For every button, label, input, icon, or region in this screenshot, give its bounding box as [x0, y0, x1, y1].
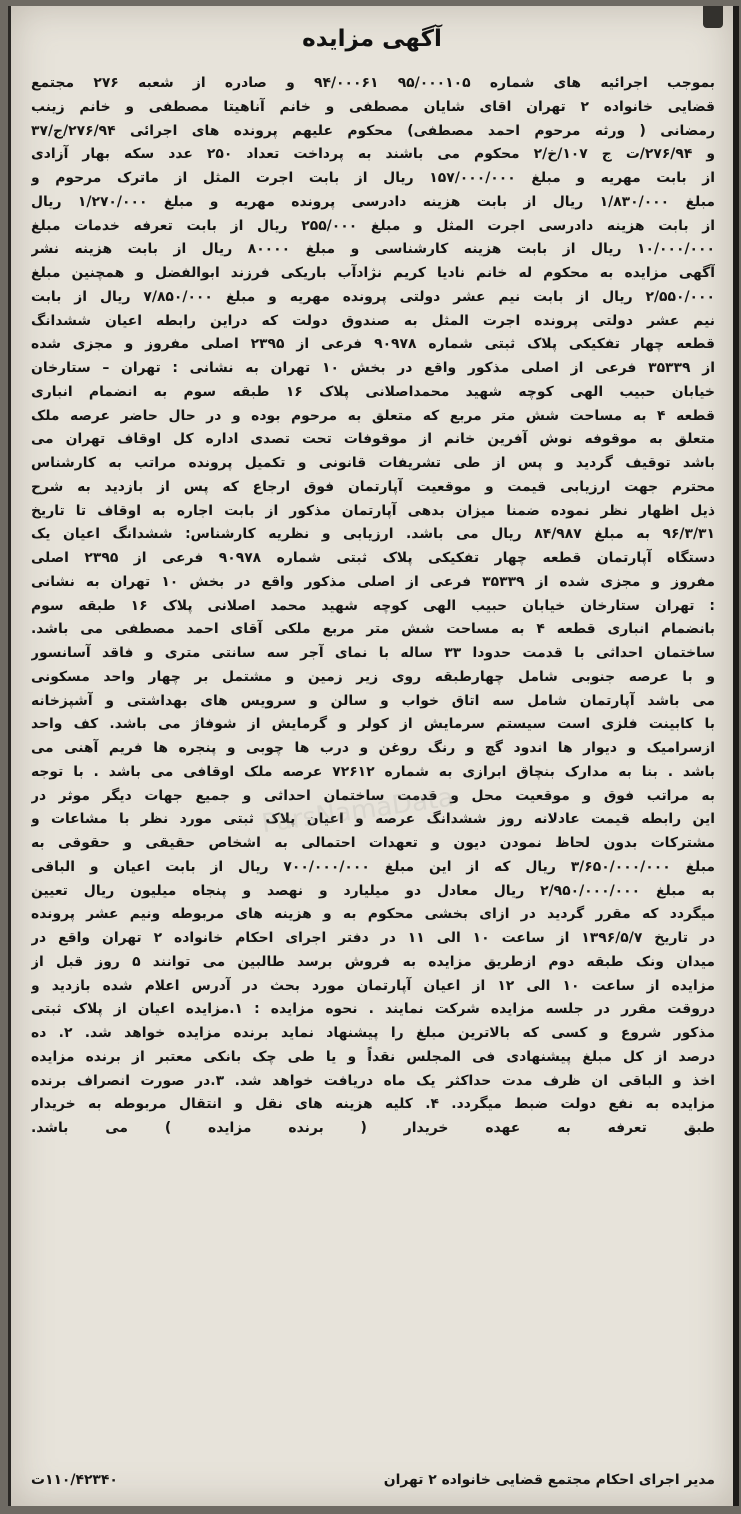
notice-line: از بابت هزینه دادرسی اجرت المثل و مبلغ ۲۵۵/۰۰۰ ریال از بابت تعرفه خدمات مبلغ: [31, 217, 715, 234]
notice-line: اخذ و الباقی ان ظرف مدت حداکثر یک ماه دریافت خواهد شد. ۳.در صورت انصراف برنده: [31, 1072, 715, 1089]
clip-marker: [703, 6, 723, 28]
notice-line: باشد توقیف گردید و پس از طی تشریفات قانونی و تکمیل پرونده مراتب به کارشناس: [31, 455, 715, 471]
notice-line: به مبلغ ۲/۹۵۰/۰۰۰/۰۰۰ ریال معادل دو میلیارد و نهصد و پنجاه میلیون ریال تعیین: [31, 882, 715, 899]
notice-line: مبلغ ۳/۶۵۰/۰۰۰/۰۰۰ ریال که از این مبلغ ۷۰۰/۰۰۰/۰۰۰ ریال از بابت اعیان و الباقی: [31, 858, 715, 875]
notice-line: درصد از کل مبلغ پیشنهادی فی المجلس نقداً و یا طی چک بانکی معتبر از برنده مزایده: [31, 1048, 715, 1065]
notice-line: قطعه ۴ به مساحت شش متر مربع که متعلق به مرحوم بوده و در حال حاضر عرصه ملک: [31, 407, 715, 424]
notice-line: قضایی خانواده ۲ تهران اقای شایان مصطفی و خانم آناهیتا مصطفی و خانم زینب: [31, 98, 715, 115]
notice-footer: [31, 1472, 715, 1488]
notice-line: مفروز و مجزی شده از ۳۵۳۳۹ فرعی از اصلی مذکور واقع در بخش ۱۰ تهران به نشانی: [31, 573, 715, 590]
notice-line: از ۳۵۳۳۹ فرعی از اصلی مذکور واقع در بخش ۱۰ تهران به نشانی : تهران – ستارخان: [31, 360, 715, 376]
notice-line: ساختمان احداثی با قدمت حدودا ۳۳ ساله با نمای آجر سه سانتی متری و فاقد آسانسور: [31, 645, 715, 661]
notice-line: نیم عشر دولتی پرونده اجرت المثل به صندوق دولت که دراین رابطه اعیان ششدانگ: [31, 312, 715, 329]
notice-line: میگردد که مقرر گردید در ازای بخشی محکوم به و هزینه های مربوطه ونیم عشر پرونده: [31, 906, 715, 923]
notice-line: مشترکات بدون لحاظ نمودن دیون و تعهدات احتمالی به اشخاص حقیقی و حقوقی به: [31, 835, 715, 851]
notice-line: ازسرامیک و دیوار ها اندود گچ و رنگ روغن و درب ها چوبی و پنجره ها فریم آهنی می: [31, 740, 715, 756]
notice-line: متعلق به موقوفه نوش آفرین خانم از موقوفات تحت تصدی اداره کل اوقاف تهران می: [31, 431, 715, 448]
notice-line: از بابت مهریه و مبلغ ۱۵۷/۰۰۰/۰۰۰ ریال از بابت اجرت المثل از ماترک مرحوم و: [31, 170, 715, 186]
notice-line: ۱۰/۰۰۰/۰۰۰ ریال از بابت هزینه کارشناسی و مبلغ ۸۰۰۰۰ ریال از بابت هزینه نشر: [31, 241, 715, 258]
notice-body: [31, 72, 715, 1141]
notice-line: : تهران ستارخان خیابان حبیب الهی کوچه شهید محمد اصلانی پلاک ۱۶ طبقه سوم: [31, 597, 715, 614]
watermark: ParsNamaData: [259, 782, 456, 840]
notice-line: بموجب اجرائیه های شماره ۹۵/۰۰۰۱۰۵ ۹۴/۰۰۰۶۱ و صادره از شعبه ۲۷۶ مجتمع: [31, 75, 715, 91]
notice-line: در تاریخ ۱۳۹۶/۵/۷ از ساعت ۱۰ الی ۱۱ در دفتر اجرای احکام خانواده ۲ تهران واقع در: [31, 930, 715, 946]
notice-line: مزایده به نفع دولت ضبط میگردد. ۴. کلیه هزینه های نقل و انتقال مربوطه به خریدار: [31, 1096, 715, 1113]
notice-line: و با عرصه جنوبی شامل چهارطبقه روی زیر زمین و مشتمل بر چهار واحد مسکونی: [31, 668, 715, 685]
notice-line: به مراتب فوق و موقعیت محل و قدمت ساختمان احداثی و جمیع جهات دیگر موثر در: [31, 787, 715, 804]
notice-line: مذکور شروع و کسی که بالاترین مبلغ را پیشنهاد نماید برنده مزایده خواهد شد. ۲. ده: [31, 1025, 715, 1041]
notice-line: خیابان حبیب الهی کوچه شهید محمداصلانی پلاک ۱۶ طبقه سوم به انضمام انباری: [31, 383, 715, 400]
notice-line: دستگاه آپارتمان قطعه چهار تفکیکی پلاک ثبتی شماره ۹۰۹۷۸ فرعی از ۲۳۹۵ اصلی: [31, 550, 715, 566]
notice-line: ذیل اظهار نظر نموده ضمنا میزان بدهی آپارتمان مذکور از بابت اجاره به اوقاف تا تاریخ: [31, 502, 715, 519]
notice-line: ۲/۵۵۰/۰۰۰ ریال از بابت نیم عشر دولتی پرونده مهریه و مبلغ ۷/۸۵۰/۰۰۰ ریال از بابت: [31, 288, 715, 305]
notice-line: رمضانی ( ورثه مرحوم احمد مصطفی) محکوم علیهم پرونده های اجرائی ۲۷۶/۹۴/ج/۳۷: [31, 122, 715, 139]
notice-line: بانضمام انباری قطعه ۴ به مساحت شش متر مربع ملکی آقای احمد مصطفی می باشد.: [31, 621, 715, 638]
notice-line: می باشد آپارتمان شامل سه اتاق خواب و سالن و سرویس های بهداشتی و آشپزخانه: [31, 692, 715, 709]
signature: مدیر اجرای احکام مجتمع قضایی خانواده ۲ تهران: [383, 1472, 715, 1488]
notice-line: این رابطه قیمت عادلانه روز ششدانگ عرصه و اعیان پلاک ثبتی مورد نظر با مشاعات و: [31, 811, 715, 828]
reference-number: ۱۱۰/۴۲۳۴۰ت: [31, 1472, 118, 1488]
notice-title: آگهی مزایده: [302, 26, 442, 52]
notice-line: ۹۶/۳/۳۱ به مبلغ ۸۴/۹۸۷ ریال می باشد. ارزیابی و نظریه کارشناس: ششدانگ اعیان یک: [31, 526, 715, 543]
notice-line: آگهی مزایده به محکوم له خانم نادیا کریم نژادآب باریکی فرزند ابوالفضل و همچنین مبلغ: [31, 265, 715, 281]
notice-line: باشد . بنا به مدارک بنچاق ابرازی به شماره ۷۲۶۱۲ عرصه ملک اوقافی می باشد . با توجه: [31, 763, 715, 780]
newspaper-clipping: [8, 6, 739, 1506]
notice-line: مبلغ ۱/۸۳۰/۰۰۰ ریال از بابت هزینه دادرسی پرونده مهریه و مبلغ ۱/۲۷۰/۰۰۰ ریال: [31, 193, 715, 210]
notice-line: میدان ونک طبقه دوم ازطریق مزایده به فروش برسد طالبین می توانند ۵ روز قبل از: [31, 953, 715, 970]
notice-line: طبق تعرفه به عهده خریدار ( برنده مزایده ) می باشد.: [31, 1120, 715, 1136]
notice-line: مزایده از ساعت ۱۰ الی ۱۲ از اعیان آپارتمان مورد بحث در آدرس اعلام شده بازدید و: [31, 977, 715, 994]
notice-line: دروقت مقرر در جلسه مزایده شرکت نمایند . نحوه مزایده : ۱.مزایده اعیان از پلاک ثبتی: [31, 1001, 715, 1018]
notice-line: محترم جهت ارزیابی قیمت و موقعیت آپارتمان فوق ارجاع که پس از بازدید به شرح: [31, 478, 715, 495]
notice-line: با کابینت فلزی است سیستم سرمایش از کولر و گرمایش از شوفاژ می باشد. کف واحد: [31, 716, 715, 733]
notice-line: قطعه چهار تفکیکی پلاک ثبتی شماره ۹۰۹۷۸ فرعی از ۲۳۹۵ اصلی مفروز و مجزی شده: [31, 336, 715, 353]
notice-line: و ۲۷۶/۹۴/ت ج ۱۰۷/خ/۲ محکوم می باشند به پرداخت تعداد ۲۵۰ عدد سکه بهار آزادی: [31, 146, 715, 163]
